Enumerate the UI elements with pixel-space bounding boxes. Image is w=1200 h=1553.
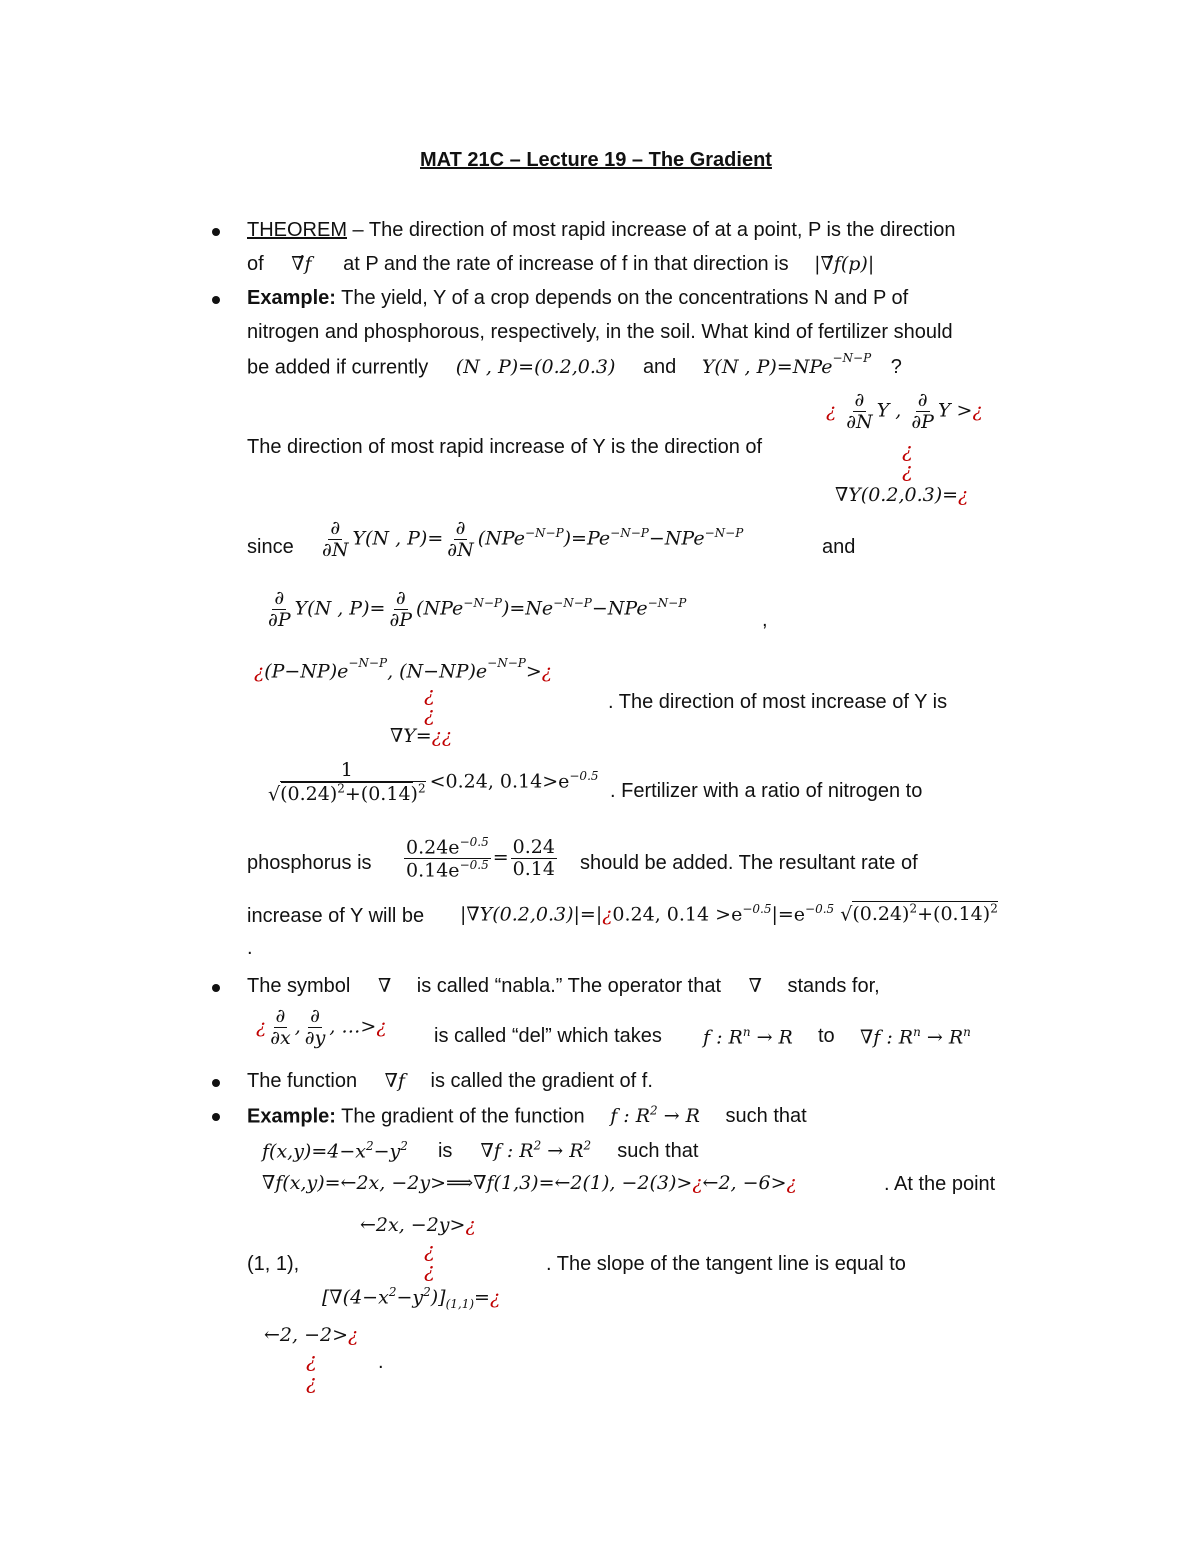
theorem-text-1: – The direction of most rapid increase of at a point, P is the direction: [347, 219, 956, 241]
glyph-3: ¿: [424, 682, 435, 706]
increase-expression: |∇Y(0.2,0.3)|=|¿0.24, $0.14 >e^{-0.5}|=e^{-0.5}$ $√(0.24)^2+(0.14)^2$: [460, 902, 998, 926]
glyph-6: ¿: [424, 1258, 435, 1282]
theorem-line-2: [247, 254, 874, 274]
vector-2x: ←2x, −2y>¿: [360, 1214, 476, 1236]
to-word: to: [818, 1025, 835, 1047]
bullet-gradient: [212, 1079, 220, 1087]
vector-expression: ¿$(P-NP)e^{-N-P}$, $(N-NP)e^{-N-P}>¿$: [254, 656, 552, 683]
increase-text: increase of Y will be: [247, 905, 425, 927]
slope-text: . The slope of the tangent line is equal to: [546, 1253, 906, 1275]
unit-vector-expression: $\frac{1}{√(0.24)^2+(0.14)^2}$ <0.24, $0.14>e^{-0.5}$: [268, 759, 599, 806]
glyph-2: ¿: [902, 458, 913, 482]
fertilizer-text: . Fertilizer with a ratio of nitrogen to: [610, 780, 923, 802]
direction-text: The direction of most rapid increase of Y is the direction of: [247, 436, 763, 458]
glyph-7: ¿: [306, 1348, 317, 1372]
glyph-8: ¿: [306, 1370, 317, 1394]
del-text: is called “del” which takes: [434, 1025, 662, 1047]
question-mark: ?: [890, 356, 902, 379]
del-operator: ¿ $\frac{\partial}{\partial x}$ , $\frac{\partial}{\partial y}$ , …>¿: [256, 1005, 387, 1049]
theorem-text-2: at P and the rate of increase of f in that direction is: [343, 253, 789, 275]
comma: ,: [762, 609, 768, 631]
since-word: since: [247, 536, 294, 558]
final-vector: ←2, −2>¿: [264, 1324, 359, 1346]
gradient-def-line: The function ∇f is called the gradient of f.: [247, 1070, 653, 1092]
example1-label: Example:: [247, 287, 336, 309]
example1-line-3: [247, 351, 902, 379]
example1-line-2: nitrogen and phosphorous, respectively, in the soil. What kind of fertilizer should: [247, 321, 953, 343]
partial-p-expression: $\frac{\partial}{\partial P}$ Y(N , P)= $\frac{\partial}{\partial P}$ $(NPe^{-N-P})=Ne^{-N-P}-NPe^{-N-P}$: [268, 587, 687, 631]
period: .: [247, 937, 253, 959]
point-text: (1, 1),: [247, 1253, 300, 1275]
grad-norm: |∇́f(p)|: [814, 253, 875, 275]
theorem-of: of: [247, 253, 264, 275]
np-value: (N , P)=(0.2,0.3): [455, 356, 616, 379]
glyph-4: ¿: [424, 702, 435, 726]
grad-f-map: ∇f : $R^n \to R^n$: [860, 1025, 971, 1049]
bullet-nabla: [212, 984, 220, 992]
example2-line-2: $f(x,y)=4-x^2-y^2$ is ∇f : $R^2 \to R^2$ such that: [262, 1139, 699, 1163]
theorem-label: THEOREM: [247, 219, 347, 241]
f-map: f : $R^n \to R$: [703, 1025, 793, 1049]
most-increase-text: . The direction of most increase of Y is: [608, 691, 948, 713]
example1-text-3: be added if currently: [247, 356, 429, 379]
glyph-1: ¿: [902, 438, 913, 462]
grad-f: ∇́f: [291, 253, 312, 275]
gradY-eval: ∇Y(0.2,0.3)=¿: [835, 484, 969, 506]
theorem-line-1: [247, 220, 956, 240]
example1-text-1: The yield, Y of a crop depends on the concentrations N and P of: [335, 287, 909, 309]
and-word-2: and: [822, 536, 856, 558]
phosphorus-text: phosphorus is: [247, 852, 372, 874]
example1-line-1: [247, 288, 908, 308]
nabla-icon: ∇: [377, 975, 392, 997]
and-word: and: [642, 356, 677, 379]
gradient-computation: ∇f(x,y)=←2x, −2y>⟹∇f(1,3)=←2(1), −2(3)>¿←2, −6>¿: [262, 1172, 797, 1194]
example2-line-1: Example: The gradient of the function f : $R^2 \to R$ such that: [247, 1104, 807, 1128]
bullet-example-2: [212, 1113, 220, 1121]
y-definition: Y(N , P)=NPe$^{-N-P}$: [701, 351, 872, 379]
page-title: MAT 21C – Lecture 19 – The Gradient: [420, 149, 772, 171]
nabla-line: The symbol ∇ is called “nabla.” The operator that ∇ stands for,: [247, 975, 880, 997]
glyph-5: ¿: [424, 1238, 435, 1262]
at-point-text: . At the point: [884, 1173, 996, 1195]
final-period: .: [378, 1351, 384, 1373]
nablaY: ∇Y=¿¿: [390, 725, 453, 747]
grad-vector-y: ¿ $\frac{\partial}{\partial N}$ Y , $\frac{\partial}{\partial P}$ Y >¿: [826, 389, 983, 433]
bullet-example-1: [212, 296, 220, 304]
ratio-expression: $\frac{0.24e^{-0.5}}{0.14e^{-0.5}}$ = $\frac{0.24}{0.14}$: [406, 835, 555, 882]
since-expression: $\frac{\partial}{\partial N}$ Y(N , P)= $\frac{\partial}{\partial N}$ $(NPe^{-N-P})=Pe^{-N-P}-NPe^{-N-P}$: [322, 517, 744, 561]
bullet-theorem: [212, 228, 220, 236]
should-text: should be added. The resultant rate of: [580, 852, 918, 874]
gradient-bracket: $[\nabla(4-x^2-y^2)]_{(1,1)}=¿$: [322, 1285, 501, 1312]
